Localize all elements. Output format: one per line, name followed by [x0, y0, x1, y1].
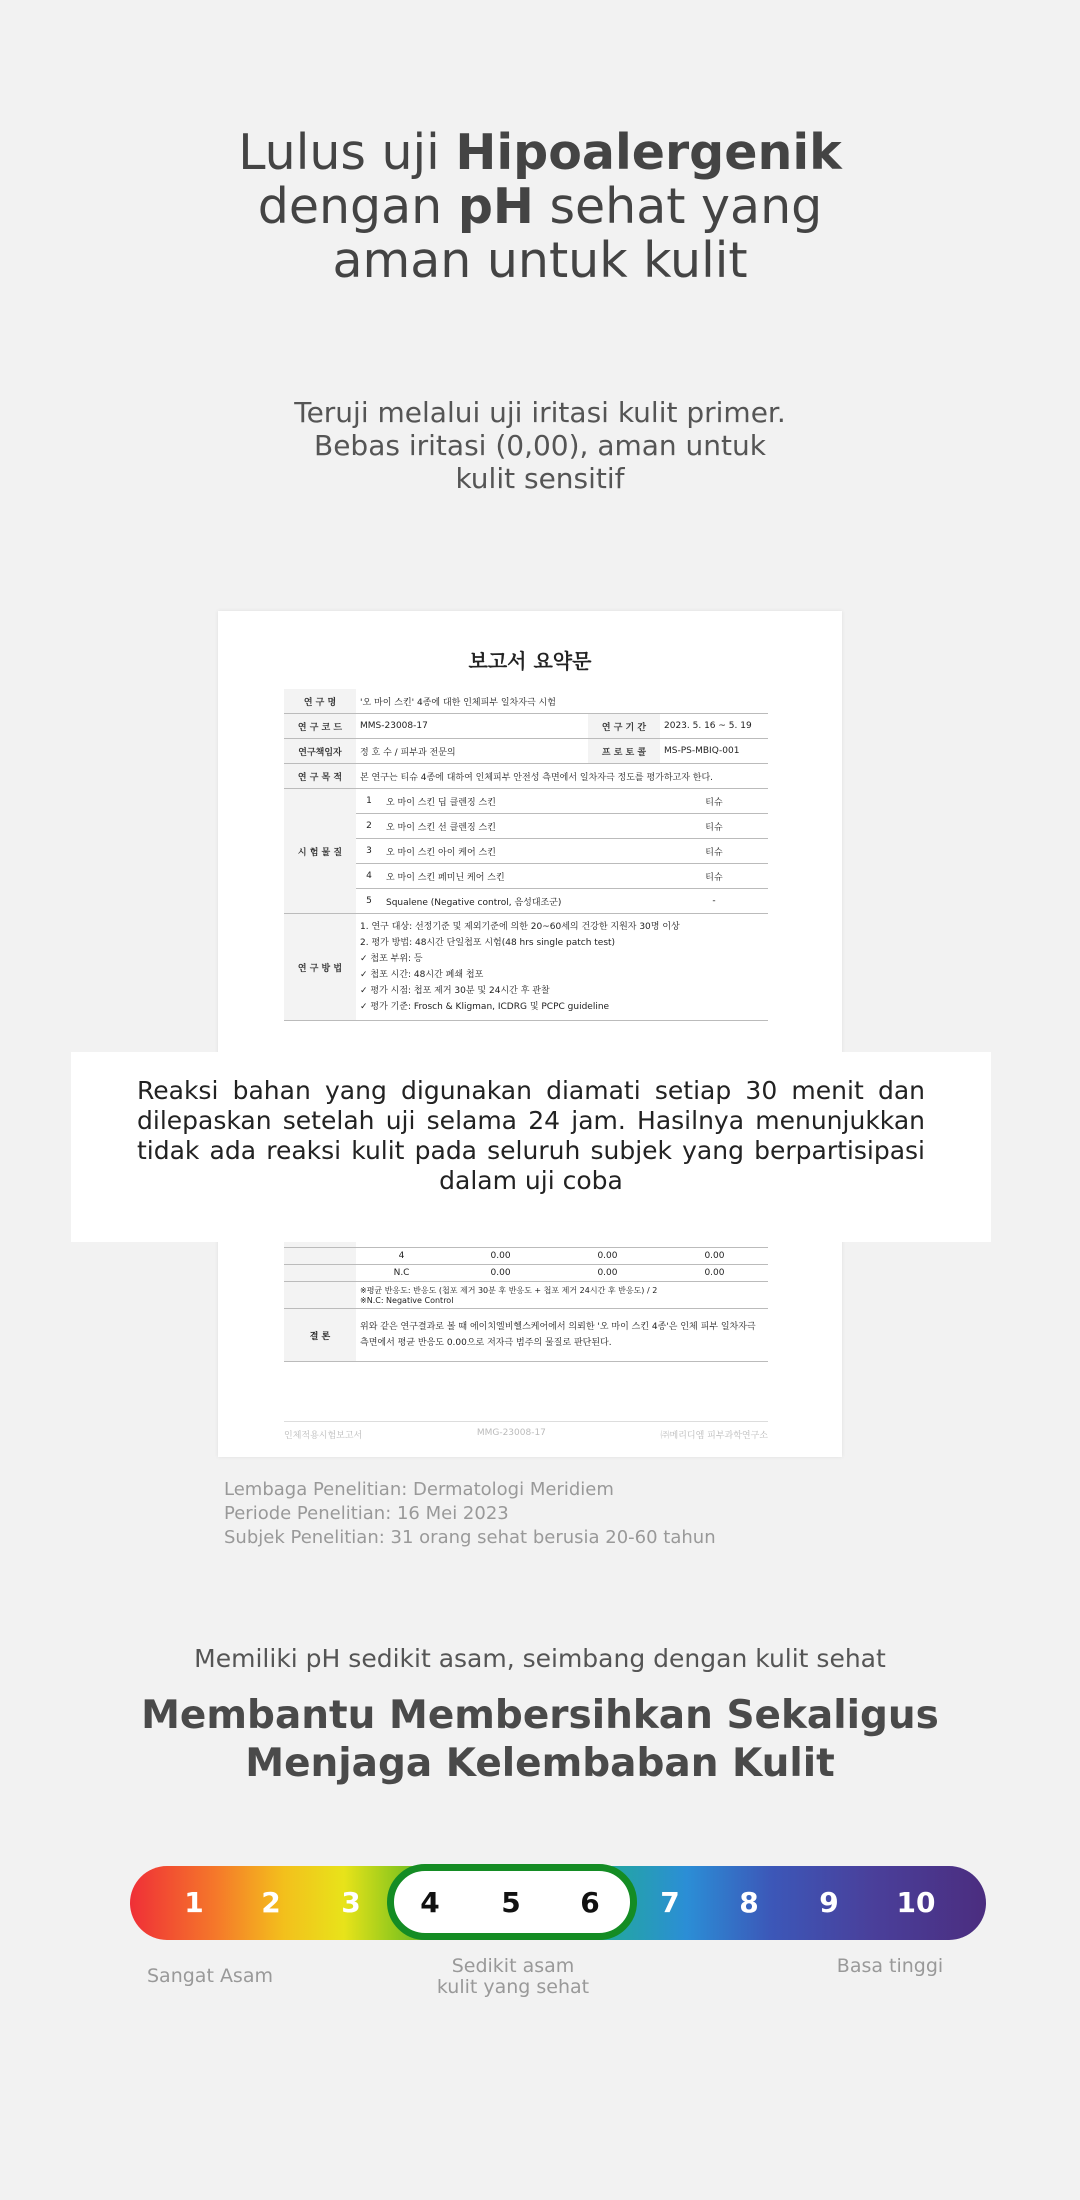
- table-cell: 오 마이 스킨 딥 클렌징 스킨: [382, 789, 660, 814]
- table-cell: 0.00: [554, 1265, 661, 1282]
- table-cell: 본 연구는 티슈 4종에 대하여 인체피부 안전성 측면에서 일차자극 정도를 평가하고자 한다.: [356, 764, 768, 789]
- table-cell: 5: [356, 889, 382, 914]
- table-cell: 0.00: [661, 1265, 768, 1282]
- table-cell: 4: [356, 1248, 447, 1265]
- results-table: [284, 1231, 768, 1362]
- table-row: [284, 1309, 768, 1362]
- meta-subjects: Subjek Penelitian: 31 orang sehat berusia 20-60 tahun: [224, 1527, 716, 1548]
- table-row: [284, 1248, 768, 1265]
- footer-text: 인체적용시험보고서: [284, 1431, 363, 1441]
- table-cell: 프 로 토 콜: [588, 739, 660, 764]
- table-cell: 0.00: [554, 1248, 661, 1265]
- table-cell: 0.00: [447, 1248, 554, 1265]
- report-footer: [284, 1421, 768, 1441]
- table-cell: [284, 1248, 356, 1265]
- subtitle-line-3: kulit sensitif: [455, 462, 625, 495]
- table-cell: 4: [356, 864, 382, 889]
- table-cell: 연 구 기 간: [588, 714, 660, 739]
- table-row: [284, 714, 768, 739]
- subtitle-line-2: Bebas iritasi (0,00), aman untuk: [314, 429, 766, 462]
- subtitle-line-1: Teruji melalui uji iritasi kulit primer.: [294, 396, 786, 429]
- ph-value-3: 3: [341, 1886, 361, 1919]
- ph-value-9: 9: [819, 1886, 839, 1919]
- table-cell: [284, 1282, 356, 1309]
- table-row: [284, 764, 768, 789]
- table-cell: 결 론: [284, 1309, 356, 1362]
- ph-value-5: 5: [501, 1886, 521, 1919]
- title-text: sehat yang: [533, 178, 823, 235]
- table-row: [284, 814, 768, 839]
- table-cell: [284, 1265, 356, 1282]
- method-line: ✓ 평가 시점: 첩포 제거 30분 및 24시간 후 관찰: [360, 986, 550, 996]
- meta-institute: Lembaga Penelitian: Dermatologi Meridiem: [224, 1479, 614, 1500]
- ph-value-8: 8: [739, 1886, 759, 1919]
- report-table: [284, 689, 768, 1021]
- ph-caption: Memiliki pH sedikit asam, seimbang dengan kulit sehat: [194, 1644, 886, 1673]
- table-cell: 오 마이 스킨 아이 케어 스킨: [382, 839, 660, 864]
- table-cell: 2: [356, 814, 382, 839]
- table-row: [284, 864, 768, 889]
- table-row: [284, 839, 768, 864]
- table-cell: 0.00: [661, 1248, 768, 1265]
- ph-label-healthy: [413, 1956, 613, 1998]
- ph-value-6: 6: [580, 1886, 600, 1919]
- table-cell: 정 호 수 / 피부과 전문의: [356, 739, 588, 764]
- ph-value-4: 4: [420, 1886, 440, 1919]
- table-cell: [356, 1282, 768, 1309]
- footer-text: ㈜메리디엠 피부과학연구소: [660, 1431, 768, 1441]
- table-cell: [356, 914, 768, 1021]
- method-line: ✓ 첩포 부위: 등: [360, 954, 423, 964]
- table-row: [284, 689, 768, 714]
- table-cell: 1: [356, 789, 382, 814]
- table-row: [284, 739, 768, 764]
- table-cell: 연 구 목 적: [284, 764, 356, 789]
- title-text: Lulus uji: [238, 124, 456, 181]
- table-cell: 연 구 방 법: [284, 914, 356, 1021]
- ph-value-10: 10: [896, 1886, 936, 1919]
- test-description-text: Reaksi bahan yang digunakan diamati setiap 30 menit dan dilepaskan setelah uji selama 24 jam. Hasilnya menunjukkan tidak ada reaksi kulit pada seluruh subjek yang berpartisipasi dalam uji coba: [137, 1076, 925, 1195]
- table-cell: 0.00: [447, 1265, 554, 1282]
- title-bold-hipoalergenik: Hipoalergenik: [455, 124, 842, 181]
- table-cell: 시 험 물 질: [284, 789, 356, 914]
- meta-period: Periode Penelitian: 16 Mei 2023: [224, 1503, 509, 1524]
- ph-label-healthy-line-2: kulit yang sehat: [436, 1976, 590, 1998]
- ph-value-2: 2: [261, 1886, 281, 1919]
- method-line: 1. 연구 대상: 선정기준 및 제외기준에 의한 20~60세의 건강한 지원자 30명 이상: [360, 922, 680, 932]
- page-subtitle: [0, 396, 1080, 495]
- table-cell: 티슈: [660, 814, 768, 839]
- headline-line-2: Menjaga Kelembaban Kulit: [245, 1741, 835, 1786]
- ph-label-basic: Basa tinggi: [836, 1955, 944, 1977]
- table-row: [284, 1282, 768, 1309]
- table-cell: 티슈: [660, 839, 768, 864]
- ph-scale-bar: [130, 1866, 986, 1940]
- test-description-box: [71, 1052, 991, 1242]
- table-row: [284, 889, 768, 914]
- table-cell: MS-PS-MBIQ-001: [660, 739, 768, 764]
- table-row: [284, 914, 768, 1021]
- title-text: dengan: [257, 178, 458, 235]
- table-cell: N.C: [356, 1265, 447, 1282]
- table-cell: 3: [356, 839, 382, 864]
- ph-value-1: 1: [184, 1886, 204, 1919]
- method-line: ✓ 첩포 시간: 48시간 폐쇄 첩포: [360, 970, 484, 980]
- ph-headline: [0, 1692, 1080, 1788]
- title-bold-ph: pH: [457, 178, 534, 235]
- table-row: [284, 1265, 768, 1282]
- table-cell: MMS-23008-17: [356, 714, 588, 739]
- method-line: ✓ 평가 기준: Frosch & Kligman, ICDRG 및 PCPC guideline: [360, 1002, 610, 1012]
- table-cell: 티슈: [660, 864, 768, 889]
- result-note: ※N.C: Negative Control: [360, 1296, 454, 1305]
- table-cell: 2023. 5. 16 ~ 5. 19: [660, 714, 768, 739]
- ph-value-7: 7: [660, 1886, 680, 1919]
- ph-label-healthy-line-1: Sedikit asam: [451, 1955, 575, 1977]
- method-line: 2. 평가 방법: 48시간 단일첩포 시험(48 hrs single patch test): [360, 938, 616, 948]
- footer-text: MMG-23008-17: [476, 1428, 546, 1438]
- report-summary-image: [218, 611, 842, 1457]
- title-line-3: aman untuk kulit: [332, 232, 748, 289]
- table-row: [284, 789, 768, 814]
- table-cell: 연 구 코 드: [284, 714, 356, 739]
- table-cell: 연 구 명: [284, 689, 356, 714]
- headline-line-1: Membantu Membersihkan Sekaligus: [141, 1693, 939, 1738]
- table-cell: 오 마이 스킨 페미닌 케어 스킨: [382, 864, 660, 889]
- report-title: 보고서 요약문: [468, 649, 592, 673]
- table-cell: '오 마이 스킨' 4종에 대한 인체피부 일차자극 시험: [356, 689, 768, 714]
- page-title: [0, 126, 1080, 288]
- title-line-2: [0, 180, 1080, 234]
- table-cell: Squalene (Negative control, 음성대조군): [382, 889, 660, 914]
- table-cell: 티슈: [660, 789, 768, 814]
- title-line-1: [0, 126, 1080, 180]
- report-results: [284, 1231, 768, 1362]
- ph-label-acidic: Sangat Asam: [147, 1965, 273, 1987]
- table-cell: 위와 같은 연구결과로 볼 때 에이치엘비헬스케어에서 의뢰한 '오 마이 스킨 4종'은 인체 피부 일차자극 측면에서 평균 반응도 0.00으로 저자극 범주의 물질로 판단된다.: [356, 1309, 768, 1362]
- research-meta: [224, 1478, 716, 1550]
- table-cell: 오 마이 스킨 선 클렌징 스킨: [382, 814, 660, 839]
- table-cell: 연구책임자: [284, 739, 356, 764]
- result-note: ※평균 반응도: 반응도 (첩포 제거 30분 후 반응도 + 첩포 제거 24시간 후 반응도) / 2: [360, 1286, 658, 1295]
- table-cell: -: [660, 889, 768, 914]
